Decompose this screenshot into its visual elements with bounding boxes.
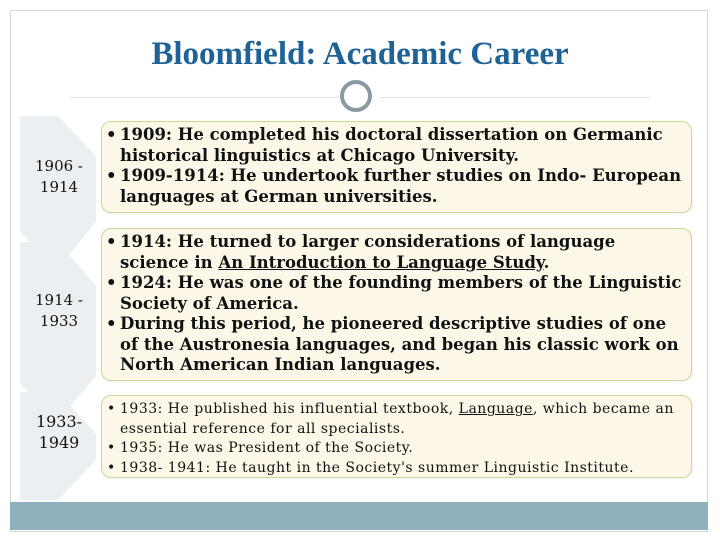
list-item: • 1909: He completed his doctoral dissertation on Germanic historical linguistics at Chicago University. [102, 125, 687, 166]
year-start: 1906 - [34, 157, 83, 175]
list-item: • 1935: He was President of the Society. [102, 439, 687, 459]
year-label-1933-1949 [20, 411, 98, 453]
career-box-1933-1949 [101, 395, 692, 478]
bullet-list [102, 400, 687, 478]
year-end: 1914 [39, 178, 79, 196]
bullet-list [102, 232, 687, 376]
list-item: • During this period, he pioneered descriptive studies of one of the Austronesia languages, and began his classic work on North American Indian languages. [102, 314, 687, 376]
list-item [102, 400, 687, 439]
list-item: • 1924: He was one of the founding members of the Linguistic Society of America. [102, 273, 687, 314]
year-start: 1914 - [34, 291, 83, 309]
bullet-text: , which became an essential reference for all specialists. [120, 401, 674, 437]
bullet-text: 1933: He published his influential textbook, [120, 401, 459, 417]
year-start: 1933- [35, 412, 83, 431]
year-label-1906-1914 [20, 156, 98, 198]
career-box-1906-1914 [101, 121, 692, 213]
bullet-list [102, 125, 687, 207]
footer-bar [10, 502, 708, 530]
career-box-1914-1933 [101, 228, 692, 381]
list-item [102, 232, 687, 273]
list-item: • 1938- 1941: He taught in the Society's summer Linguistic Institute. [102, 459, 687, 479]
list-item: • 1909-1914: He undertook further studies on Indo- European languages at German universities. [102, 166, 687, 207]
year-label-1914-1933 [20, 290, 98, 332]
book-title-link[interactable]: An Introduction to Language Study [218, 252, 544, 272]
slide-title: Bloomfield: Academic Career [151, 36, 569, 72]
year-end: 1933 [39, 312, 79, 330]
year-end: 1949 [38, 433, 80, 452]
bullet-text: . [543, 252, 550, 272]
book-title-link[interactable]: Language [458, 401, 533, 417]
bullet-text: 1914: He turned to larger considerations of language science in [120, 232, 616, 272]
